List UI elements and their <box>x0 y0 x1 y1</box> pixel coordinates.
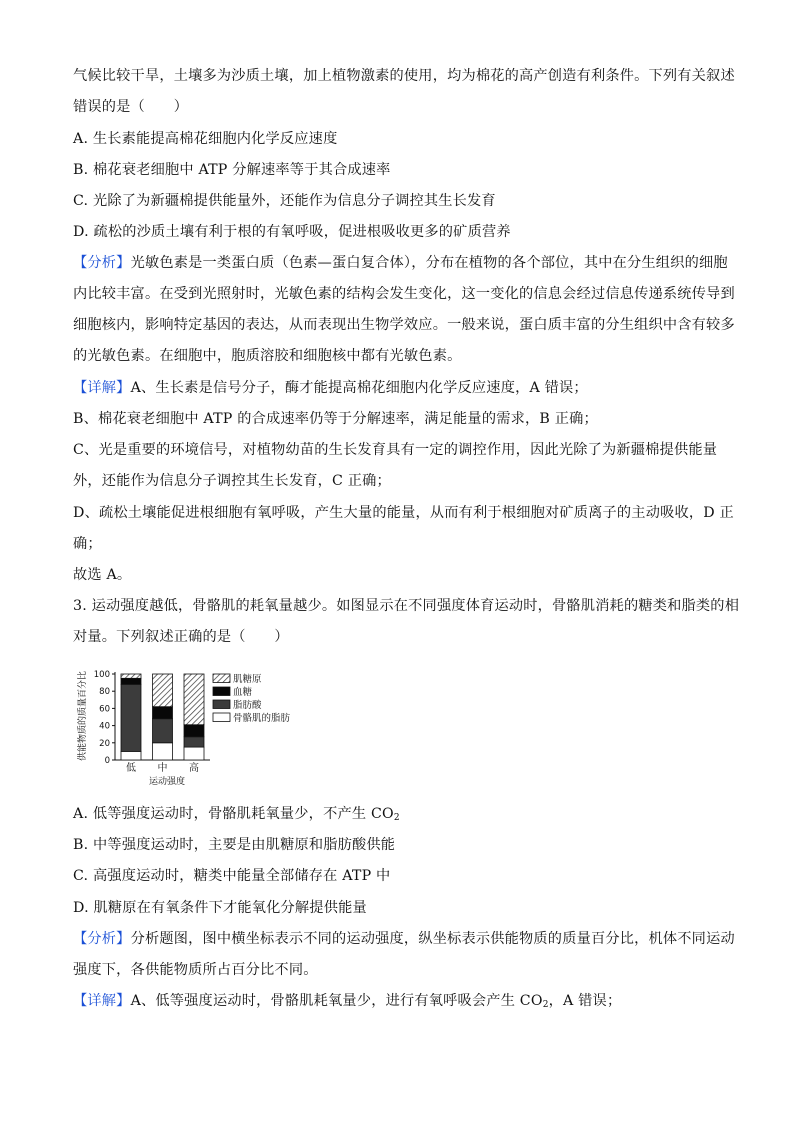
legend-swatch <box>213 713 230 722</box>
detail-line: B、棉花衰老细胞中 ATP 的合成速率仍等于分解速率，满足能量的需求，B 正确； <box>73 411 598 427</box>
option-b: B. 中等强度运动时，主要是由肌糖原和脂肪酸供能 <box>73 837 396 853</box>
option-a-text: A. 低等强度运动时，骨骼肌耗氧量少，不产生 CO <box>73 806 394 822</box>
x-axis-label: 运动强度 <box>148 777 186 787</box>
analysis-line: 的光敏色素。在细胞中，胞质溶胶和细胞核中都有光敏色素。 <box>73 348 462 364</box>
bar-segment <box>121 674 141 678</box>
option-a <box>73 804 400 824</box>
detail-tag: 【详解】 <box>73 380 131 396</box>
bar-segment <box>153 719 173 743</box>
detail-line: 故选 A。 <box>73 567 132 583</box>
question-3-line: 对量。下列叙述正确的是（ ） <box>73 629 289 645</box>
option-b: B. 棉花衰老细胞中 ATP 分解速率等于其合成速率 <box>73 162 391 178</box>
option-c: C. 光除了为新疆棉提供能量外，还能作为信息分子调控其生长发育 <box>73 193 496 209</box>
text-line: 气候比较干旱，土壤多为沙质土壤，加上植物激素的使用，均为棉花的高产创造有利条件。下列有关叙述 <box>73 68 735 84</box>
analysis-line: 强度下，各供能物质所占百分比不同。 <box>73 962 318 978</box>
bar-segment <box>184 747 204 760</box>
bar-segment <box>184 725 204 737</box>
option-d: D. 疏松的沙质土壤有利于根的有氧呼吸，促进根吸收更多的矿质营养 <box>73 224 511 240</box>
legend-swatch <box>213 674 230 683</box>
bar-segment <box>121 678 141 684</box>
analysis-line <box>73 253 728 273</box>
option-c: C. 高强度运动时，糖类中能量全部储存在 ATP 中 <box>73 868 391 884</box>
detail-line: C、光是重要的环境信号，对植物幼苗的生长发育具有一定的调控作用，因此光除了为新疆棉提供能量 <box>73 442 718 458</box>
legend-swatch <box>213 700 230 709</box>
question-3-line: 3. 运动强度越低，骨骼肌的耗氧量越少。如图显示在不同强度体育运动时，骨骼肌消耗的糖类和脂类的相 <box>73 598 740 614</box>
analysis-tag: 【分析】 <box>73 255 131 271</box>
legend-label: 肌糖原 <box>233 674 262 685</box>
analysis-text: 分析题图，图中横坐标表示不同的运动强度，纵坐标表示供能物质的质量百分比，机体不同运动 <box>130 931 735 947</box>
x-tick-label: 高 <box>189 763 199 774</box>
legend-label: 血糖 <box>233 687 253 698</box>
detail-line <box>73 991 621 1011</box>
bar-segment <box>184 674 204 725</box>
bar-segment <box>121 684 141 751</box>
detail-text: A、低等强度运动时，骨骼肌耗氧量少，进行有氧呼吸会产生 CO <box>130 993 543 1009</box>
detail-line: 外，还能作为信息分子调控其生长发育，C 正确； <box>73 473 391 489</box>
y-tick-label: 40 <box>99 721 110 732</box>
option-a: A. 生长素能提高棉花细胞内化学反应速度 <box>73 131 338 147</box>
bar-segment <box>153 743 173 760</box>
y-tick-label: 80 <box>99 687 110 698</box>
analysis-line <box>73 929 735 949</box>
detail-line: D、疏松土壤能促进根细胞有氧呼吸，产生大量的能量，从而有利于根细胞对矿质离子的主动吸收，D 正 <box>73 505 734 521</box>
option-d: D. 肌糖原在有氧条件下才能氧化分解提供能量 <box>73 900 367 916</box>
legend-label: 骨骼肌的脂肪 <box>233 713 291 724</box>
legend-label: 脂肪酸 <box>233 700 262 711</box>
y-axis-label: 供能物质的质量百分比 <box>78 670 88 762</box>
bar-segment <box>153 707 173 719</box>
subscript: 2 <box>542 1000 549 1010</box>
text-line: 错误的是（ ） <box>73 99 189 115</box>
y-tick-label: 60 <box>99 704 110 715</box>
bar-segment <box>184 737 204 747</box>
x-tick-label: 中 <box>157 763 168 774</box>
y-tick-label: 0 <box>104 756 110 766</box>
detail-text: A、生长素是信号分子，酶才能提高棉花细胞内化学反应速度，A 错误； <box>130 380 588 396</box>
analysis-text: 光敏色素是一类蛋白质（色素—蛋白复合体），分布在植物的各个部位，其中在分生组织的细胞 <box>130 255 728 271</box>
y-tick-label: 20 <box>99 738 110 749</box>
analysis-line: 细胞核内，影响特定基因的表达，从而表现出生物学效应。一般来说，蛋白质丰富的分生组织中含有较多 <box>73 317 735 333</box>
legend-swatch <box>213 687 230 696</box>
bar-segment <box>121 751 141 760</box>
analysis-line: 内比较丰富。在受到光照射时，光敏色素的结构会发生变化，这一变化的信息会经过信息传递系统传导到 <box>73 286 735 302</box>
analysis-tag: 【分析】 <box>73 931 131 947</box>
subscript: 2 <box>393 813 400 823</box>
detail-line <box>73 378 588 398</box>
detail-text: ，A 错误； <box>548 993 622 1009</box>
bar-segment <box>153 674 173 707</box>
stacked-bar-chart <box>75 660 315 795</box>
x-tick-label: 低 <box>126 763 136 774</box>
y-tick-label: 100 <box>93 670 110 680</box>
detail-tag: 【详解】 <box>73 993 131 1009</box>
detail-line: 确； <box>73 536 102 552</box>
